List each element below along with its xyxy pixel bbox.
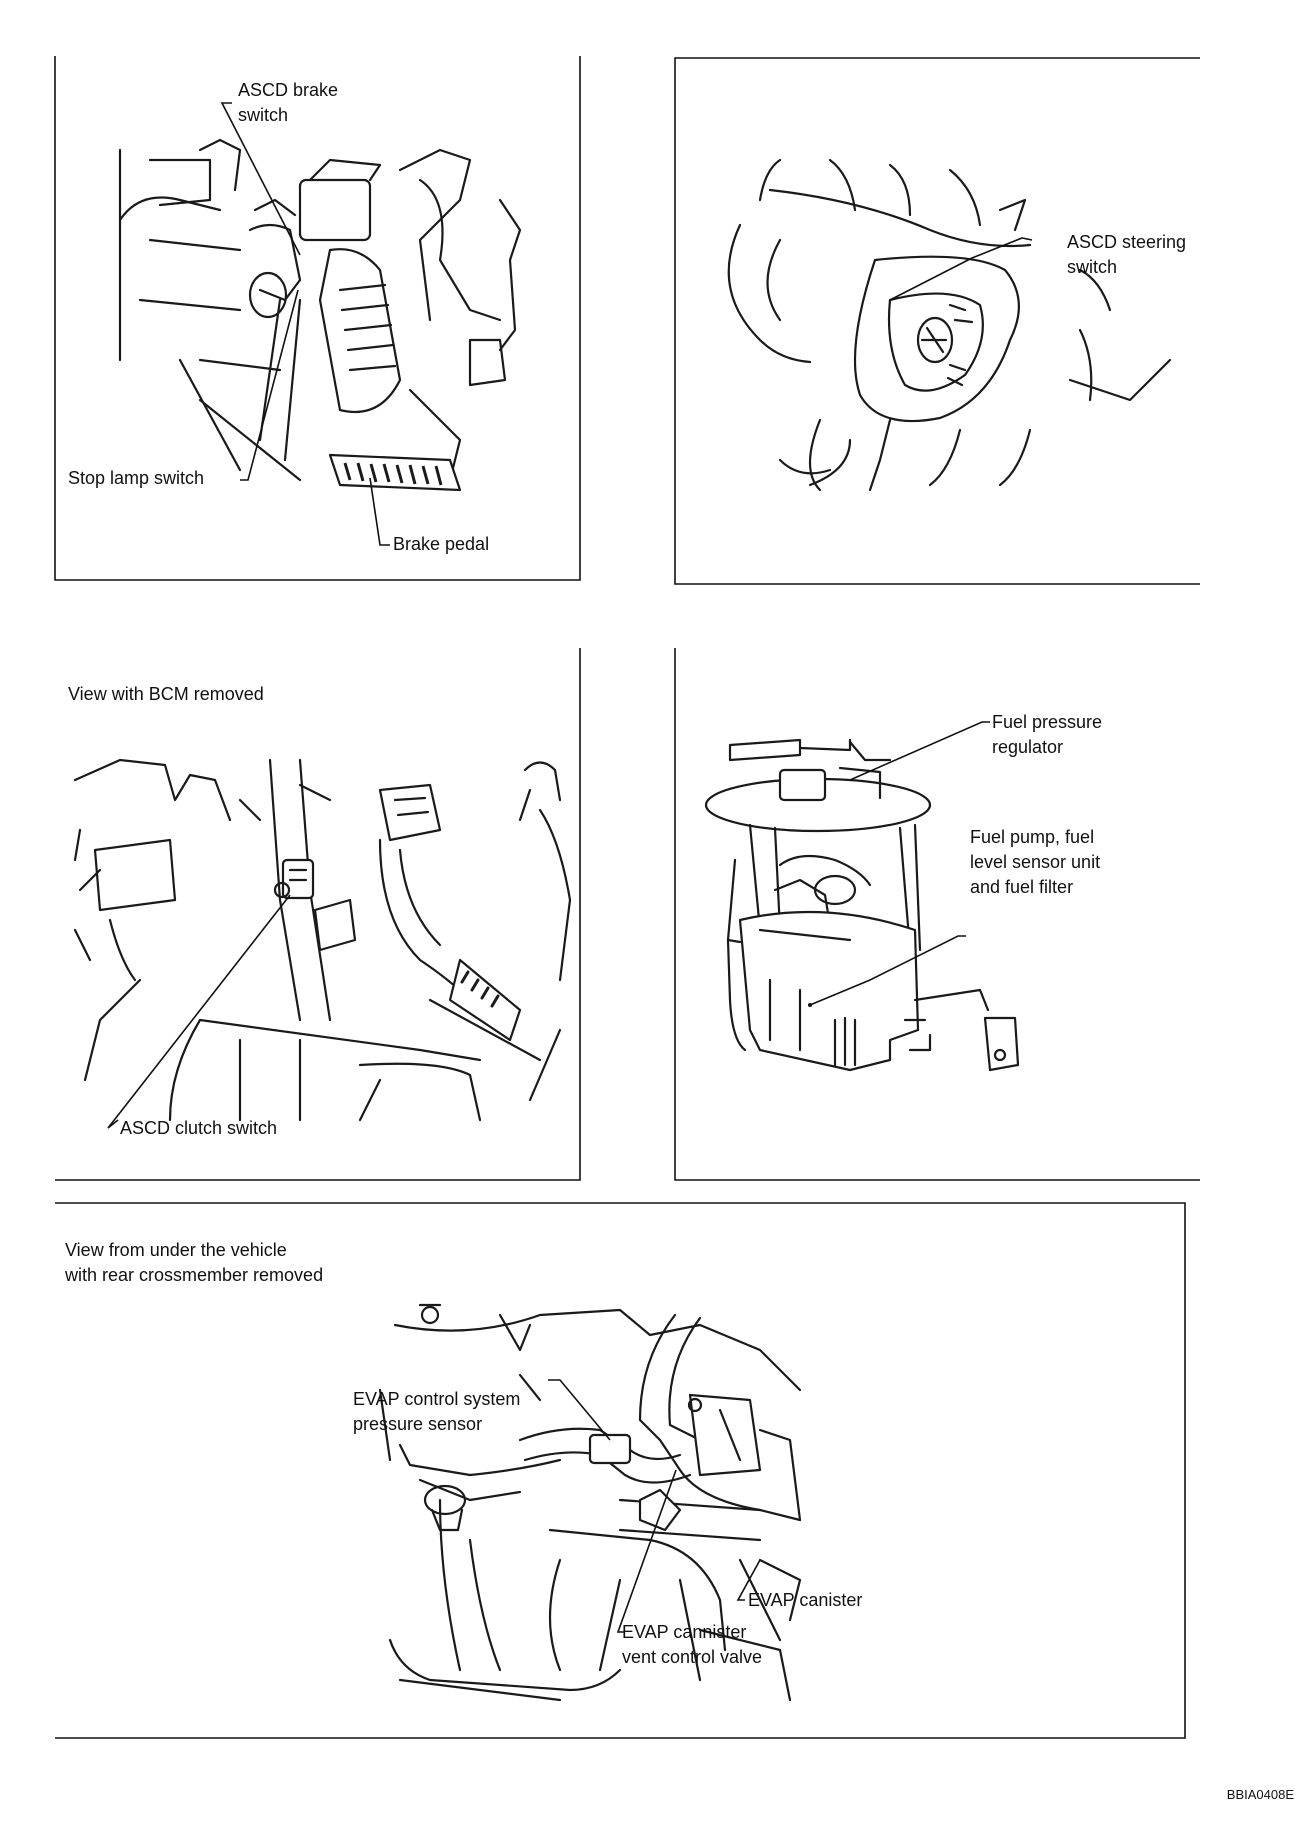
label-ascd-steering-switch-text: ASCD steering switch — [1067, 232, 1187, 277]
leader-vent-valve — [618, 1470, 676, 1632]
leader-clutch-switch — [108, 895, 290, 1128]
panel-brake-switch — [0, 0, 600, 600]
label-evap-pressure-sensor: EVAP control system pressure sensor — [353, 1389, 521, 1434]
panel-clutch-switch — [0, 600, 600, 1200]
brake-pedal-pad-drawing — [330, 455, 460, 490]
label-brake-pedal: Brake pedal — [393, 534, 490, 554]
panel-steering-switch — [650, 0, 1250, 600]
steering-wheel-illustration — [650, 0, 1250, 600]
caption-view-under-vehicle: View from under the vehicle with rear crossmember removed — [65, 1240, 324, 1285]
label-evap-vent-valve: EVAP cannister vent control valve — [622, 1622, 763, 1667]
panel-frame — [675, 58, 1200, 584]
label-fuel-pressure-regulator: Fuel pressure regulator — [992, 712, 1103, 757]
fuel-pump-illustration — [650, 600, 1250, 1200]
leader-steering-switch — [890, 238, 1032, 300]
leader-stop-lamp — [240, 290, 298, 480]
label-ascd-clutch-switch: ASCD clutch switch — [120, 1118, 278, 1138]
figure-code: BBIA0408E — [1226, 1787, 1294, 1802]
panel-fuel-pump — [650, 600, 1250, 1200]
label-ascd-brake-switch: ASCD brake switch — [238, 80, 339, 125]
caption-view-bcm-removed: View with BCM removed — [68, 684, 264, 704]
label-evap-canister: EVAP canister — [748, 1590, 863, 1610]
label-fuel-pump-unit: Fuel pump, fuel level sensor unit and fuel filter — [970, 827, 1101, 897]
leader-dot — [808, 1003, 812, 1007]
panel-frame — [675, 648, 1200, 1180]
label-stop-lamp-switch: Stop lamp switch — [68, 468, 205, 488]
leader-pressure-regulator — [850, 722, 990, 780]
panel-frame — [55, 56, 580, 580]
